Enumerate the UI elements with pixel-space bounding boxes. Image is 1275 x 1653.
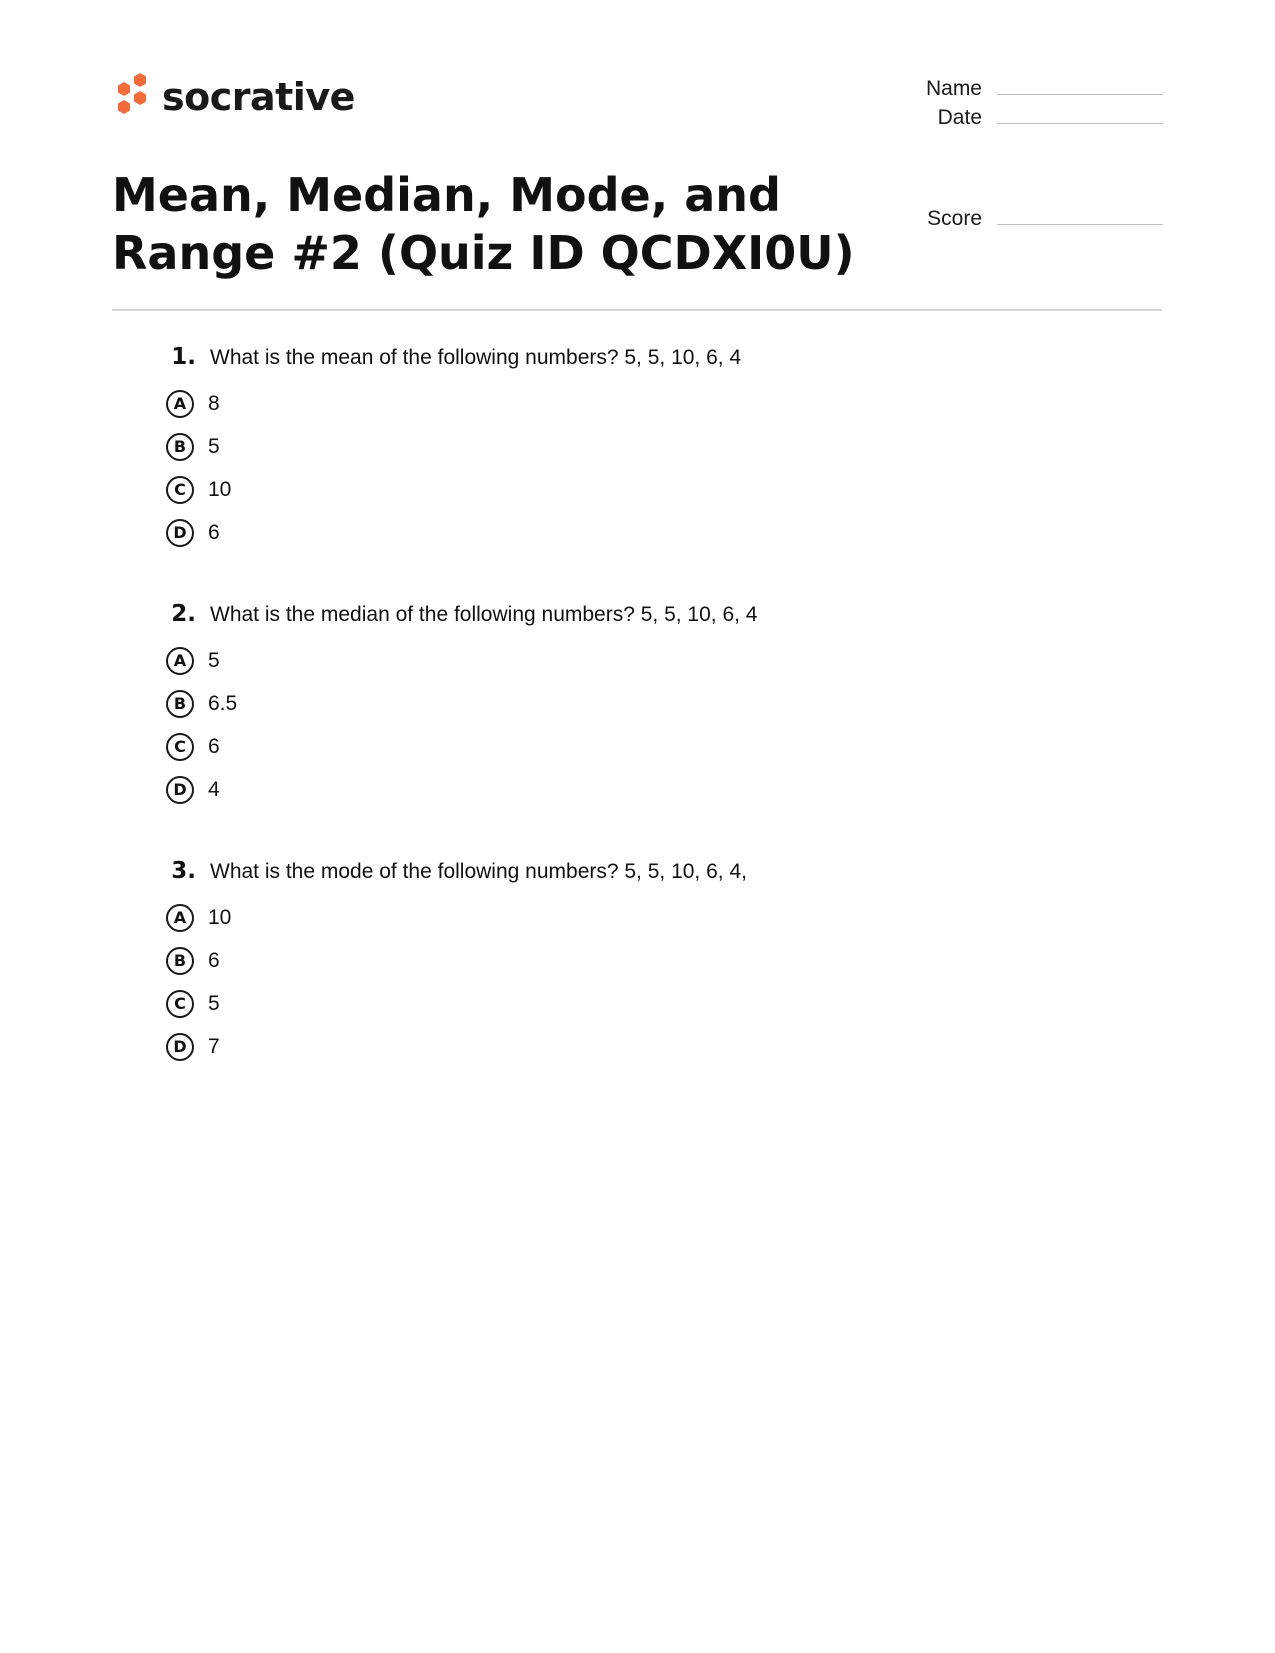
option-letter-circle[interactable]: C bbox=[166, 476, 194, 504]
option-letter-circle[interactable]: A bbox=[166, 390, 194, 418]
option-letter-circle[interactable]: D bbox=[166, 1033, 194, 1061]
name-label: Name bbox=[925, 77, 982, 100]
page-title: Mean, Median, Mode, and Range #2 (Quiz ID QCDXI0U) bbox=[112, 168, 855, 280]
date-line[interactable] bbox=[997, 123, 1163, 124]
option-d[interactable] bbox=[164, 1025, 1064, 1068]
question-number: 1. bbox=[171, 344, 196, 370]
option-d[interactable] bbox=[164, 768, 1064, 811]
question-header bbox=[164, 601, 1064, 631]
option-letter-circle[interactable]: B bbox=[166, 947, 194, 975]
answer-options bbox=[164, 639, 1064, 811]
score-label: Score bbox=[927, 207, 982, 230]
option-b[interactable] bbox=[164, 939, 1064, 982]
option-letter-circle[interactable]: D bbox=[166, 776, 194, 804]
option-text: 6 bbox=[208, 734, 220, 758]
date-label: Date bbox=[937, 106, 982, 129]
score-line[interactable] bbox=[997, 224, 1163, 225]
option-text: 4 bbox=[208, 777, 220, 801]
name-line[interactable] bbox=[997, 94, 1163, 95]
answer-options bbox=[164, 382, 1064, 554]
option-letter-circle[interactable]: D bbox=[166, 519, 194, 547]
score-field[interactable] bbox=[872, 207, 1163, 231]
option-c[interactable] bbox=[164, 468, 1064, 511]
option-letter-circle[interactable]: C bbox=[166, 733, 194, 761]
option-text: 6 bbox=[208, 520, 220, 544]
option-d[interactable] bbox=[164, 511, 1064, 554]
option-text: 7 bbox=[208, 1034, 220, 1058]
option-c[interactable] bbox=[164, 982, 1064, 1025]
option-a[interactable] bbox=[164, 382, 1064, 425]
question-text: What is the mean of the following numbers? 5, 5, 10, 6, 4 bbox=[210, 346, 742, 369]
option-a[interactable] bbox=[164, 896, 1064, 939]
question-header bbox=[164, 858, 1064, 888]
option-b[interactable] bbox=[164, 425, 1064, 468]
date-field[interactable] bbox=[872, 106, 1163, 130]
option-letter-circle[interactable]: B bbox=[166, 433, 194, 461]
option-text: 5 bbox=[208, 991, 220, 1015]
question-text: What is the median of the following numbers? 5, 5, 10, 6, 4 bbox=[210, 603, 758, 626]
question-1 bbox=[164, 344, 1064, 554]
question-number: 2. bbox=[171, 601, 196, 627]
answer-options bbox=[164, 896, 1064, 1068]
option-letter-circle[interactable]: A bbox=[166, 647, 194, 675]
hexagon-cluster-icon bbox=[112, 72, 152, 122]
option-letter-circle[interactable]: C bbox=[166, 990, 194, 1018]
option-letter-circle[interactable]: B bbox=[166, 690, 194, 718]
option-a[interactable] bbox=[164, 639, 1064, 682]
name-field[interactable] bbox=[872, 77, 1163, 101]
option-text: 8 bbox=[208, 391, 220, 415]
option-c[interactable] bbox=[164, 725, 1064, 768]
question-3 bbox=[164, 858, 1064, 1068]
logo-wordmark: socrative bbox=[162, 75, 355, 119]
question-number: 3. bbox=[171, 858, 196, 884]
option-text: 10 bbox=[208, 477, 232, 501]
socrative-logo bbox=[112, 72, 355, 122]
option-letter-circle[interactable]: A bbox=[166, 904, 194, 932]
question-text: What is the mode of the following numbers? 5, 5, 10, 6, 4, bbox=[210, 860, 747, 883]
question-header bbox=[164, 344, 1064, 374]
option-b[interactable] bbox=[164, 682, 1064, 725]
header-divider bbox=[112, 309, 1162, 311]
option-text: 6 bbox=[208, 948, 220, 972]
option-text: 5 bbox=[208, 434, 220, 458]
option-text: 5 bbox=[208, 648, 220, 672]
option-text: 6.5 bbox=[208, 691, 238, 715]
question-2 bbox=[164, 601, 1064, 811]
option-text: 10 bbox=[208, 905, 232, 929]
